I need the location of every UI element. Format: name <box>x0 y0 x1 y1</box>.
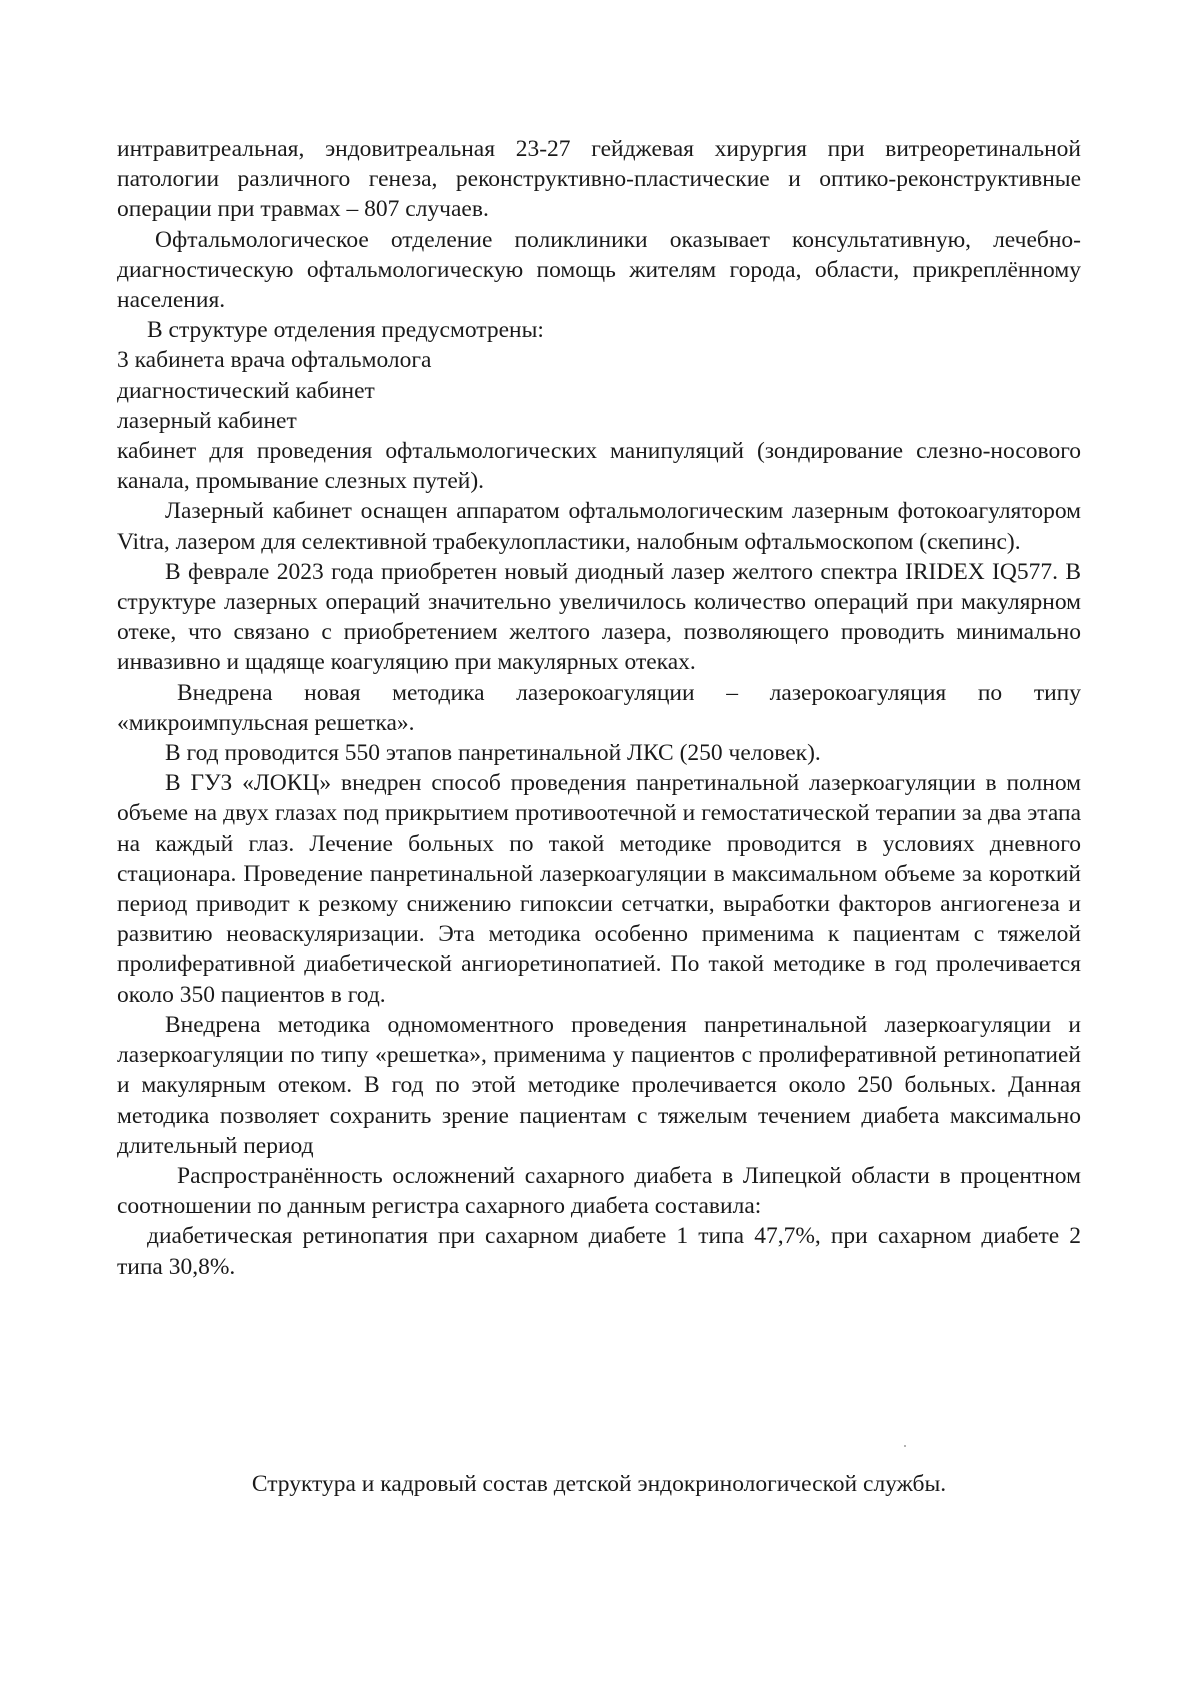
paragraph-iridex-laser: В феврале 2023 года приобретен новый диодный лазер желтого спектра IRIDEX IQ577. В структуре лазерных операций значительно увеличилось количество операций при макулярном отеке, что связано с приобретением желтого лазера, позволяющего проводить минимально инвазивно и щадяще коагуляцию при макулярных отеках. <box>117 558 1081 676</box>
paragraph-lokc-method: В ГУЗ «ЛОКЦ» внедрен способ проведения панретинальной лазеркоагуляции в полном объеме на двух глазах под прикрытием противоотечной и гемостатической терапии за два этапа на каждый глаз. Лечение больных по такой методике проводится в условиях дневного стационара. Проведение панретинальной лазеркоагуляции в максимальном объеме за короткий период приводит к резкому снижению гипоксии сетчатки, выработки факторов ангиогенеза и развитию неоваскуляризации. Эта методика особенно применима к пациентам с тяжелой пролиферативной диабетической ангиоретинопатией. По такой методике в год пролечивается около 350 пациентов в год. <box>117 770 1081 1008</box>
list-item: кабинет для проведения офтальмологических манипуляций (зондирование слезно-носового канала, промывание слезных путей). <box>117 438 1081 495</box>
section-heading: Структура и кадровый состав детской эндокринологической службы. <box>251 1471 947 1497</box>
paragraph-surgery-summary: интравитреальная, эндовитреальная 23-27 гейджевая хирургия при витреоретинальной патологии различного генеза, реконструктивно-пластические и оптико-реконструктивные операции при травмах – 807 случаев. <box>117 136 1081 223</box>
paragraph-simultaneous-method: Внедрена методика одномоментного проведения панретинальной лазеркоагуляции и лазеркоагуляции по типу «решетка», применима у пациентов с пролиферативной ретинопатией и макулярным отеком. В год по этой методике пролечивается около 250 больных. Данная методика позволяет сохранить зрение пациентам с тяжелым течением диабета максимально длительный период <box>117 1011 1081 1159</box>
document-body <box>117 134 1081 1282</box>
paragraph-laser-room-equipment: Лазерный кабинет оснащен аппаратом офтальмологическим лазерным фотокоагулятором Vitra, лазером для селективной трабекулопластики, налобным офтальмоскопом (скепинс). <box>117 498 1081 555</box>
list-item: диагностический кабинет <box>117 377 375 404</box>
paragraph-retinopathy-rates: диабетическая ретинопатия при сахарном диабете 1 типа 47,7%, при сахарном диабете 2 типа 30,8%. <box>117 1223 1081 1280</box>
paragraph-prevalence-intro: Распространённость осложнений сахарного диабета в Липецкой области в процентном соотношении по данным регистра сахарного диабета составила: <box>117 1162 1081 1220</box>
list-item: лазерный кабинет <box>117 407 297 434</box>
list-item: 3 кабинета врача офтальмолога <box>117 347 432 374</box>
scan-artifact-dot <box>904 1445 906 1447</box>
paragraph-structure-intro: В структуре отделения предусмотрены: <box>147 317 544 344</box>
paragraph-polyclinic-department: Офтальмологическое отделение поликлиники оказывает консультативную, лечебно-диагностическую офтальмологическую помощь жителям города, области, прикреплённому населения. <box>117 226 1081 314</box>
paragraph-prp-stages: В год проводится 550 этапов панретинальной ЛКС (250 человек). <box>165 740 821 767</box>
paragraph-micropulse-method: Внедрена новая методика лазерокоагуляции – лазерокоагуляция по типу «микроимпульсная решетка». <box>117 679 1081 736</box>
